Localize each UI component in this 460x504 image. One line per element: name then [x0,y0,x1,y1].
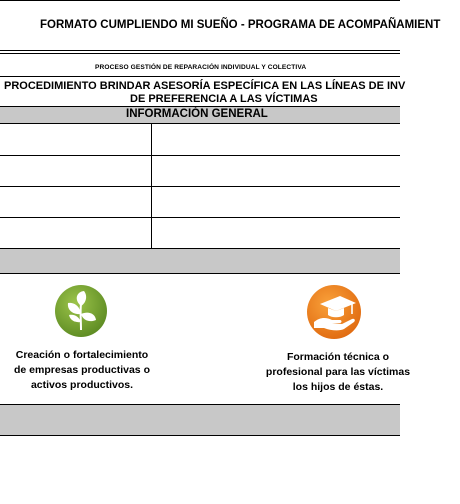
plant-leaves-icon [54,284,108,338]
option-text-line: profesional para las víctimas [265,366,411,378]
option-enterprise[interactable] [54,284,108,338]
option-training-text [258,350,418,395]
table-row[interactable] [0,124,151,155]
option-text-line: Creación o fortalecimiento [15,349,149,361]
header-divider [0,50,400,51]
procedure-title-line1: PROCEDIMIENTO BRINDAR ASESORÍA ESPECÍFICA EN LAS LÍNEAS DE INV [4,80,406,92]
table-row[interactable] [0,156,151,186]
header-divider-double [0,53,400,54]
option-training[interactable] [306,284,362,340]
option-text-line: de empresas productivas o [14,364,150,376]
table-cell-input[interactable] [152,187,400,217]
option-enterprise-text [6,348,158,393]
table-cell-input[interactable] [152,156,400,186]
table-cell-input[interactable] [152,124,400,155]
general-info-label: INFORMACIÓN GENERAL [126,108,268,120]
top-border [0,0,400,1]
form-title: FORMATO CUMPLIENDO MI SUEÑO - PROGRAMA DE ACOMPAÑAMIENT [40,19,441,31]
option-text-line: Formación técnica o [286,351,390,363]
table-row[interactable] [0,218,151,248]
option-text-line: activos productivos. [30,379,134,391]
process-title: PROCESO GESTIÓN DE REPARACIÓN INDIVIDUAL Y COLECTIVA [95,64,307,71]
option-text-line: los hijos de éstas. [292,381,384,393]
graduation-cap-hand-icon [306,284,362,340]
table-cell-input[interactable] [152,218,400,248]
procedure-title-line2: DE PREFERENCIA A LAS VÍCTIMAS [130,93,318,105]
footer-band [0,404,400,436]
process-divider [0,76,400,77]
section-separator [0,249,400,274]
table-row[interactable] [0,187,151,217]
